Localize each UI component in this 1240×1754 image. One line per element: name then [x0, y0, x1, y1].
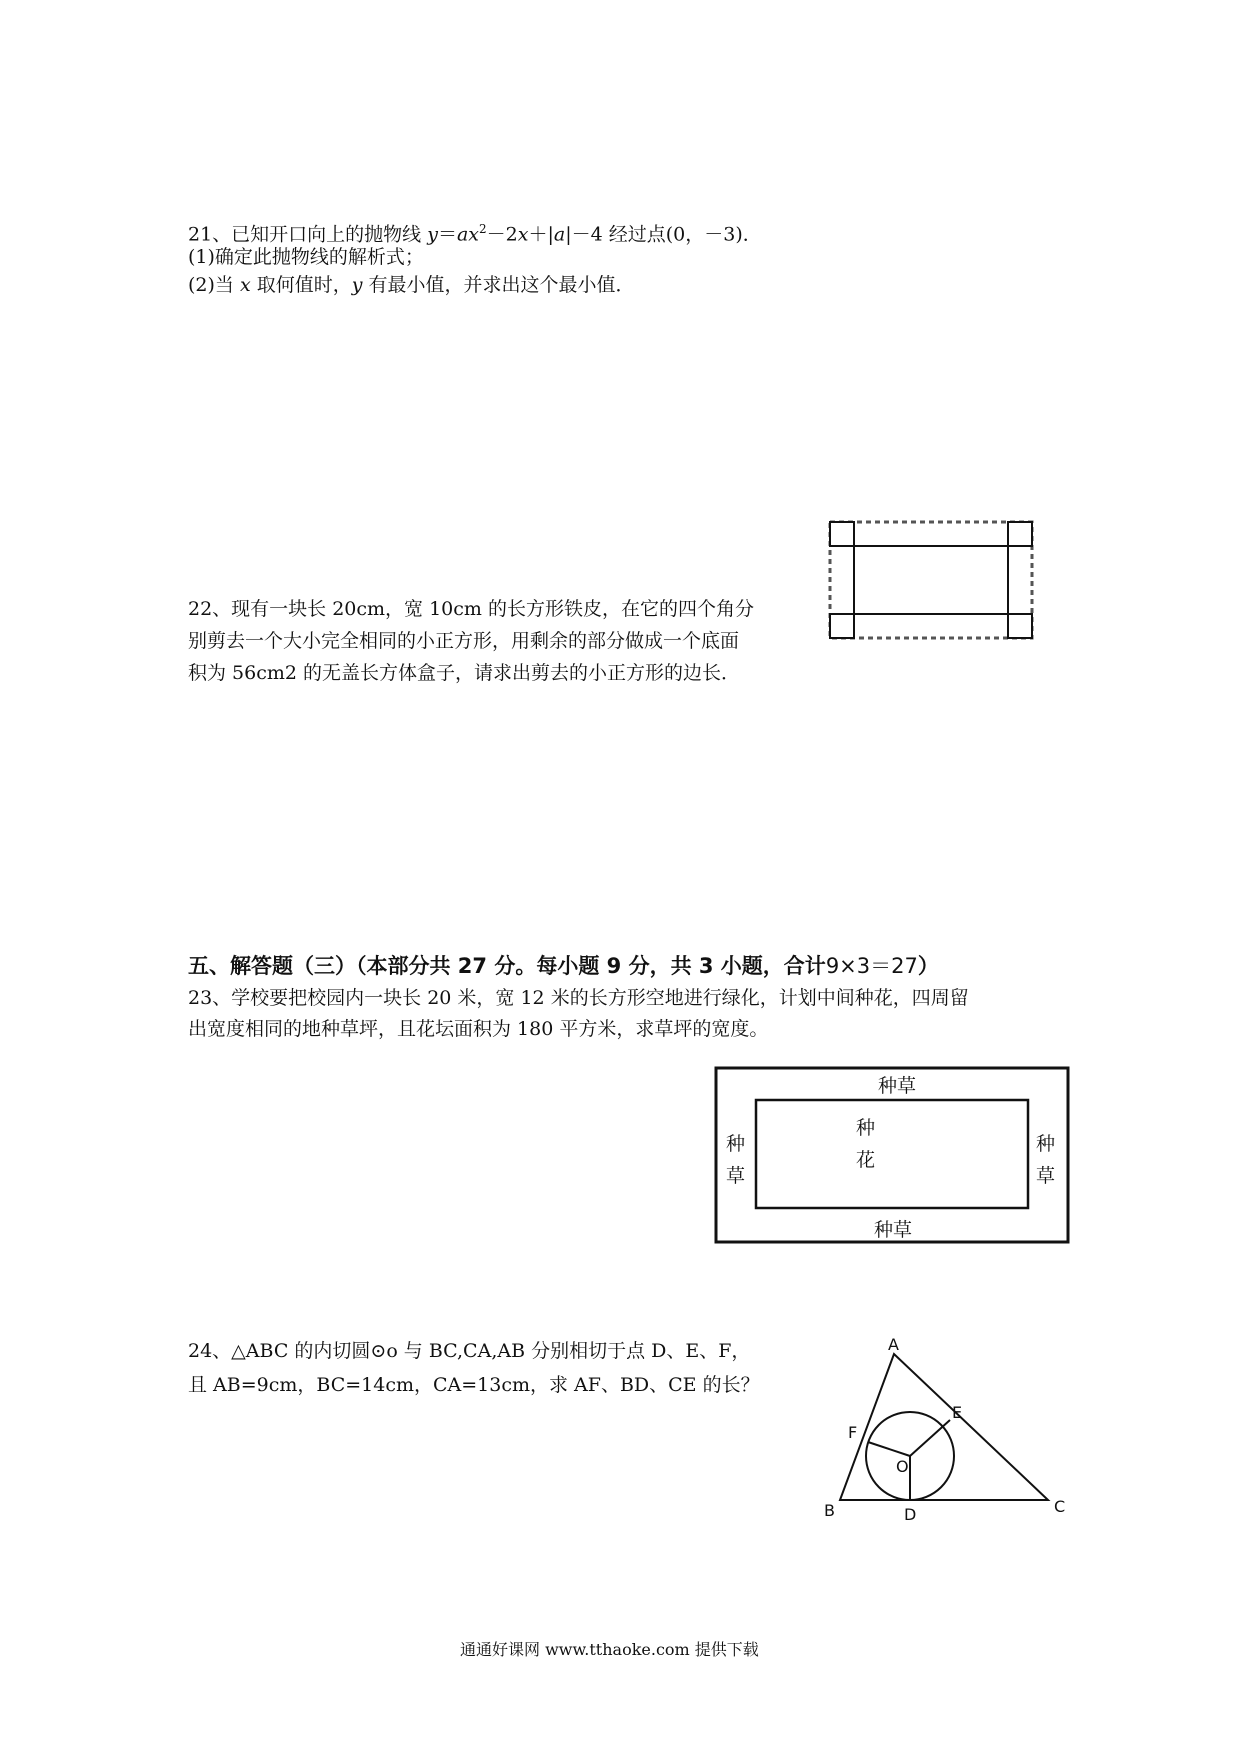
label-a: A	[888, 1335, 899, 1354]
label-f: F	[848, 1423, 858, 1442]
label-flower-2: 花	[856, 1149, 876, 1171]
label-o: O	[896, 1457, 909, 1476]
q21-stem: 21、已知开口向上的抛物线 $y=ax^2-2x+|a|-4$ 经过点(0，－3)．	[188, 222, 762, 246]
label-grass-right-2: 草	[1036, 1165, 1056, 1187]
label-e: E	[952, 1403, 963, 1422]
label-d: D	[904, 1505, 917, 1524]
q21-part1: (1)确定此抛物线的解析式；	[188, 246, 424, 268]
label-b: B	[824, 1501, 835, 1520]
label-grass-left-1: 种	[726, 1133, 746, 1155]
corner-square-tl	[830, 522, 854, 546]
flower-bed-rect	[756, 1100, 1028, 1208]
label-grass-left-2: 草	[726, 1165, 746, 1187]
label-c: C	[1054, 1497, 1066, 1516]
footer: 通通好课网 www.tthaoke.com 提供下载	[460, 1640, 759, 1659]
corner-square-bl	[830, 614, 854, 638]
sheet-outline	[830, 522, 1032, 638]
label-flower-1: 种	[856, 1117, 876, 1139]
triangle-figure	[810, 1332, 1080, 1532]
label-grass-top: 种草	[878, 1075, 917, 1097]
q23-line1: 23、学校要把校园内一块长 20 米，宽 12 米的长方形空地进行绿化，计划中间种花，四周留	[188, 987, 969, 1009]
q22-line3: 积为 56cm2 的无盖长方体盒子，请求出剪去的小正方形的边长．	[188, 662, 741, 684]
sheet-figure	[826, 518, 1038, 644]
label-grass-bottom: 种草	[874, 1219, 913, 1241]
radius-of	[868, 1442, 910, 1456]
section-heading: 五、解答题（三）（本部分共 27 分。每小题 9 分，共 3 小题，合计9×3＝27）	[188, 954, 939, 978]
radius-oe	[910, 1420, 950, 1456]
box-base	[854, 546, 1008, 614]
q22-line2: 别剪去一个大小完全相同的小正方形，用剩余的部分做成一个底面	[188, 630, 740, 652]
corner-square-br	[1008, 614, 1032, 638]
corner-square-tr	[1008, 522, 1032, 546]
q21-part2: (2)当 x 取何值时，y 有最小值，并求出这个最小值．	[188, 274, 635, 296]
label-grass-right-1: 种	[1036, 1133, 1056, 1155]
q24-line1: 24、△ABC 的内切圆⊙o 与 BC,CA,AB 分别相切于点 D、E、F，	[188, 1340, 751, 1362]
q24-line2: 且 AB=9cm，BC=14cm，CA=13cm，求 AF、BD、CE 的长？	[188, 1374, 760, 1396]
q22-line1: 22、现有一块长 20cm，宽 10cm 的长方形铁皮，在它的四个角分	[188, 598, 754, 620]
q23-line2: 出宽度相同的地种草坪，且花坛面积为 180 平方米，求草坪的宽度。	[188, 1018, 769, 1040]
garden-figure	[714, 1066, 1070, 1246]
